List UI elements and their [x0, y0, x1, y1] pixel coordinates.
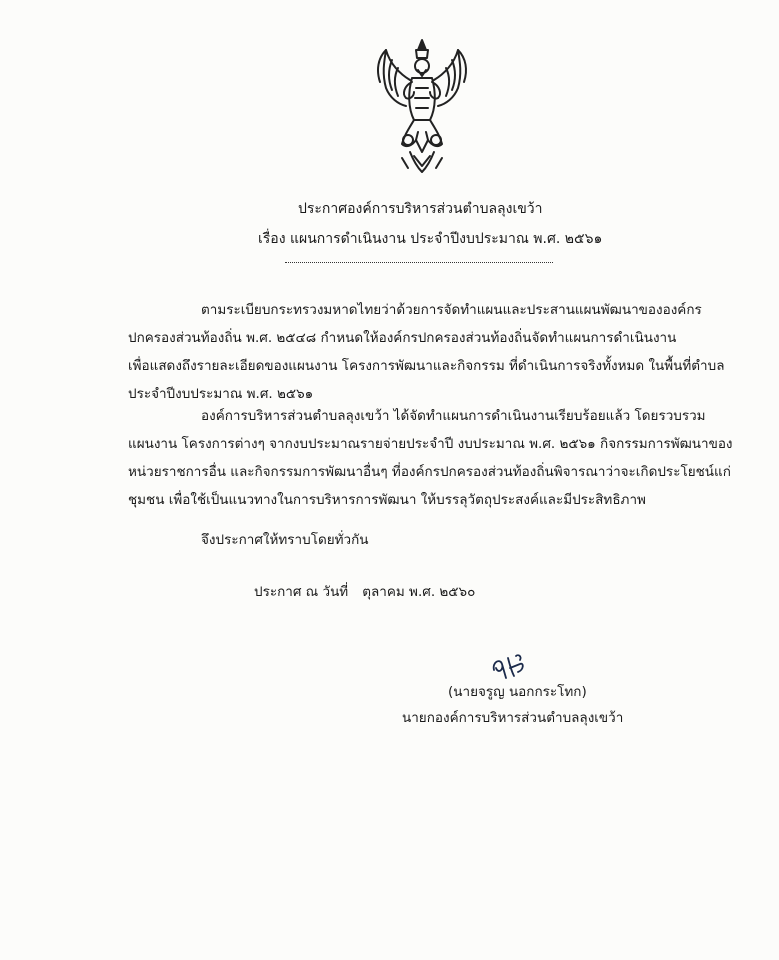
handwritten-signature: [488, 652, 528, 682]
announcement-date: [254, 580, 475, 602]
date-prefix: ประกาศ ณ วันที่: [254, 584, 349, 600]
paragraph-1-line: ปกครองส่วนท้องถิ่น พ.ศ. ๒๕๔๘ กำหนดให้องค์กรปกครองส่วนท้องถิ่นจัดทำแผนการดำเนินงาน: [128, 330, 677, 346]
paragraph-1-line: เพื่อแสดงถึงรายละเอียดของแผนงาน โครงการพัฒนาและกิจกรรม ที่ดำเนินการจริงทั้งหมด ในพื้นที่ตำบล: [128, 358, 725, 374]
signer-name: (นายจรูญ นอกกระโทก): [448, 684, 587, 700]
paragraph-2-line: หน่วยราชการอื่น และกิจกรรมการพัฒนาอื่นๆ ที่องค์กรปกครองส่วนท้องถิ่นพิจารณาว่าจะเกิดประโยชน์แก่: [128, 464, 731, 480]
dotted-divider: [285, 262, 553, 263]
closing-statement: จึงประกาศให้ทราบโดยทั่วกัน: [201, 532, 369, 548]
paragraph-1: [128, 296, 728, 408]
paragraph-2-line: องค์การบริหารส่วนตำบลลุงเขว้า ได้จัดทำแผนการดำเนินงานเรียบร้อยแล้ว โดยรวบรวม: [201, 408, 706, 424]
paragraph-2: [128, 402, 733, 514]
signer-position: นายกองค์การบริหารส่วนตำบลลุงเขว้า: [402, 710, 624, 726]
announcement-subject: เรื่อง แผนการดำเนินงาน ประจำปีงบประมาณ พ.ศ. ๒๕๖๑: [258, 231, 603, 247]
paragraph-1-line: ตามระเบียบกระทรวงมหาดไทยว่าด้วยการจัดทำแผนและประสานแผนพัฒนาขององค์กร: [201, 302, 702, 318]
garuda-emblem: [372, 36, 472, 176]
date-month-year: ตุลาคม พ.ศ. ๒๕๖๐: [362, 584, 476, 600]
announcement-title: ประกาศองค์การบริหารส่วนตำบลลุงเขว้า: [298, 201, 543, 217]
paragraph-2-line: แผนงาน โครงการต่างๆ จากงบประมาณรายจ่ายประจำปี งบประมาณ พ.ศ. ๒๕๖๑ กิจกรรมการพัฒนาของ: [128, 436, 733, 452]
paragraph-2-line: ชุมชน เพื่อใช้เป็นแนวทางในการบริหารการพัฒนา ให้บรรลุวัตถุประสงค์และมีประสิทธิภาพ: [128, 492, 646, 508]
paragraph-1-line: ประจำปีงบประมาณ พ.ศ. ๒๕๖๑: [128, 386, 314, 402]
